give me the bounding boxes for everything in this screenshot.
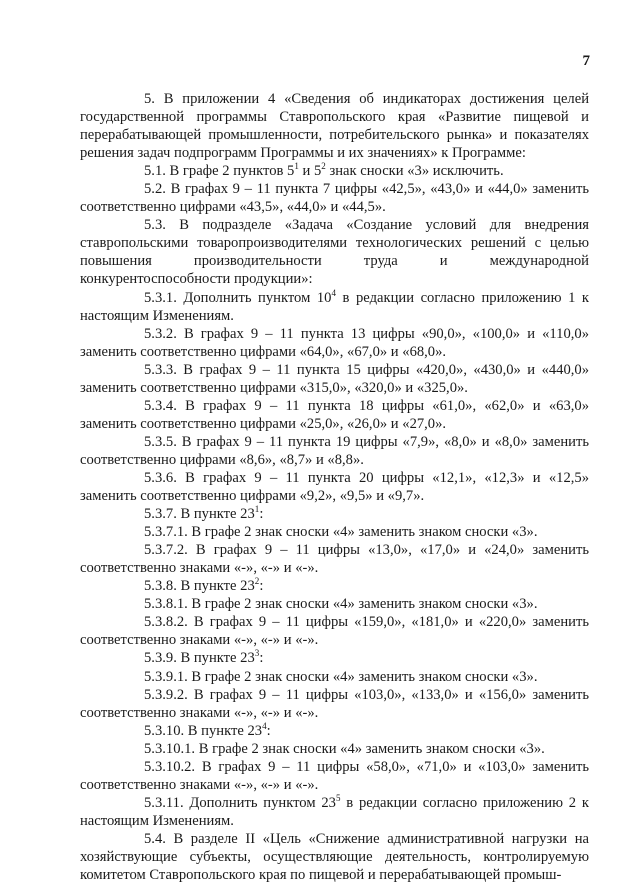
paragraph-text: 5.3.11. Дополнить пунктом 23 [144, 794, 336, 811]
paragraph-p5-3-3 [80, 361, 589, 397]
paragraph-text: в редакции согласно приложению 2 к настоящим Изменениям. [80, 794, 589, 829]
paragraph-p5 [80, 90, 589, 162]
paragraph-text: 5.3.9.1. В графе 2 знак сноски «4» заменить знаком сноски «3». [144, 668, 538, 685]
paragraph-p5-3-8 [80, 577, 589, 595]
paragraph-text: 5.3.8.1. В графе 2 знак сноски «4» заменить знаком сноски «3». [144, 596, 538, 613]
paragraph-text: 5.3.7. В пункте 23 [144, 506, 255, 523]
paragraph-text: 5. В приложении 4 «Сведения об индикаторах достижения целей государственной программы Ставропольского края «Развитие пищевой и перерабатывающей промышленности, потребительского рынка» и показателях решения задач подпрограмм Программы и их значениях» к Программе: [80, 91, 589, 162]
paragraph-p5-3 [80, 216, 589, 288]
paragraph-text: 5.3. В подразделе «Задача «Создание условий для внедрения ставропольскими товаропроизводителями технологических решений с целью повышения производительности труда и международной конкурентоспособности продукции»: [80, 217, 589, 288]
paragraph-p5-3-10-2 [80, 758, 589, 794]
paragraph-text: в редакции согласно приложению 1 к настоящим Изменениям. [80, 289, 590, 324]
paragraph-text: 5.3.10. В пункте 23 [144, 722, 263, 739]
paragraph-text: 5.1. В графе 2 пунктов 5 [144, 163, 295, 180]
paragraph-p5-3-7 [80, 505, 589, 523]
paragraph-text: 5.3.8.2. В графах 9 – 11 цифры «159,0», «181,0» и «220,0» заменить соответственно знаками «-», «-» и «-». [80, 614, 589, 649]
footnote-superscript: 1 [294, 161, 299, 172]
paragraph-p5-3-1 [80, 289, 589, 325]
paragraph-p5-3-10 [80, 722, 589, 740]
paragraph-text: 5.3.4. В графах 9 – 11 пункта 18 цифры «61,0», «62,0» и «63,0» заменить соответственно цифрами «25,0», «26,0» и «27,0». [80, 397, 589, 432]
paragraph-text: 5.3.2. В графах 9 – 11 пункта 13 цифры «90,0», «100,0» и «110,0» заменить соответственно цифрами «64,0», «67,0» и «68,0». [80, 325, 589, 360]
paragraph-p5-3-8-1 [80, 595, 589, 613]
paragraph-text: знак сноски «3» исключить. [325, 163, 504, 180]
paragraph-text: 5.3.5. В графах 9 – 11 пункта 19 цифры «7,9», «8,0» и «8,0» заменить соответственно цифрами «8,6», «8,7» и «8,8». [80, 433, 589, 468]
paragraph-p5-3-7-1 [80, 523, 589, 541]
footnote-superscript: 5 [335, 792, 341, 803]
paragraph-p5-3-4 [80, 397, 589, 433]
paragraph-text: 5.3.9.2. В графах 9 – 11 цифры «103,0», «133,0» и «156,0» заменить соответственно знаками «-», «-» и «-». [80, 686, 589, 721]
paragraph-p5-3-9-2 [80, 686, 589, 722]
footnote-superscript: 4 [331, 287, 336, 298]
paragraph-text: 5.3.10.1. В графе 2 знак сноски «4» заменить знаком сноски «3». [144, 740, 545, 757]
paragraph-text: : [259, 506, 264, 523]
footnote-superscript: 2 [321, 161, 326, 172]
paragraph-p5-3-2 [80, 325, 589, 361]
paragraph-p5-3-11 [80, 794, 589, 830]
paragraph-text: 5.3.1. Дополнить пунктом 10 [144, 289, 332, 306]
paragraph-text: 5.3.3. В графах 9 – 11 пункта 15 цифры «420,0», «430,0» и «440,0» заменить соответственно цифрами «315,0», «320,0» и «325,0». [80, 361, 589, 396]
paragraph-p5-3-5 [80, 433, 589, 469]
document-body [80, 90, 589, 884]
paragraph-p5-3-10-1 [80, 740, 589, 758]
paragraph-text: 5.3.6. В графах 9 – 11 пункта 20 цифры «12,1», «12,3» и «12,5» заменить соответственно цифрами «9,2», «9,5» и «9,7». [80, 469, 589, 505]
paragraph-text: 5.3.7.2. В графах 9 – 11 цифры «13,0», «17,0» и «24,0» заменить соответственно знаками «-», «-» и «-». [80, 542, 589, 577]
page-number: 7 [582, 53, 590, 69]
footnote-superscript: 4 [262, 720, 267, 731]
footnote-superscript: 1 [254, 504, 260, 515]
paragraph-p5-3-7-2 [80, 541, 589, 577]
paragraph-p5-1 [80, 162, 589, 180]
paragraph-p5-3-6 [80, 469, 589, 505]
paragraph-p5-4 [80, 830, 589, 884]
paragraph-p5-3-8-2 [80, 613, 589, 649]
paragraph-text: : [259, 650, 264, 667]
paragraph-text: 5.3.9. В пункте 23 [144, 650, 255, 667]
paragraph-text: 5.3.10.2. В графах 9 – 11 цифры «58,0», «71,0» и «103,0» заменить соответственно знаками «-», «-» и «-». [80, 758, 589, 793]
footnote-superscript: 3 [254, 648, 260, 659]
footnote-superscript: 2 [254, 576, 260, 587]
paragraph-text: 5.4. В разделе II «Цель «Снижение административной нагрузки на хозяйствующие субъекты, осуществляющие деятельность, контролируемую комитетом Ставропольского края по пищевой и перерабатывающей промыш- [80, 830, 589, 884]
paragraph-text: и 5 [298, 163, 322, 180]
paragraph-p5-3-9-1 [80, 668, 589, 686]
paragraph-p5-2 [80, 180, 589, 216]
paragraph-p5-3-9 [80, 649, 589, 667]
paragraph-text: : [266, 722, 271, 739]
paragraph-text: 5.3.7.1. В графе 2 знак сноски «4» заменить знаком сноски «3». [144, 524, 538, 541]
paragraph-text: 5.2. В графах 9 – 11 пункта 7 цифры «42,5», «43,0» и «44,0» заменить соответственно цифрами «43,5», «44,0» и «44,5». [80, 181, 589, 216]
paragraph-text: 5.3.8. В пункте 23 [144, 578, 255, 595]
paragraph-text: : [259, 578, 264, 595]
